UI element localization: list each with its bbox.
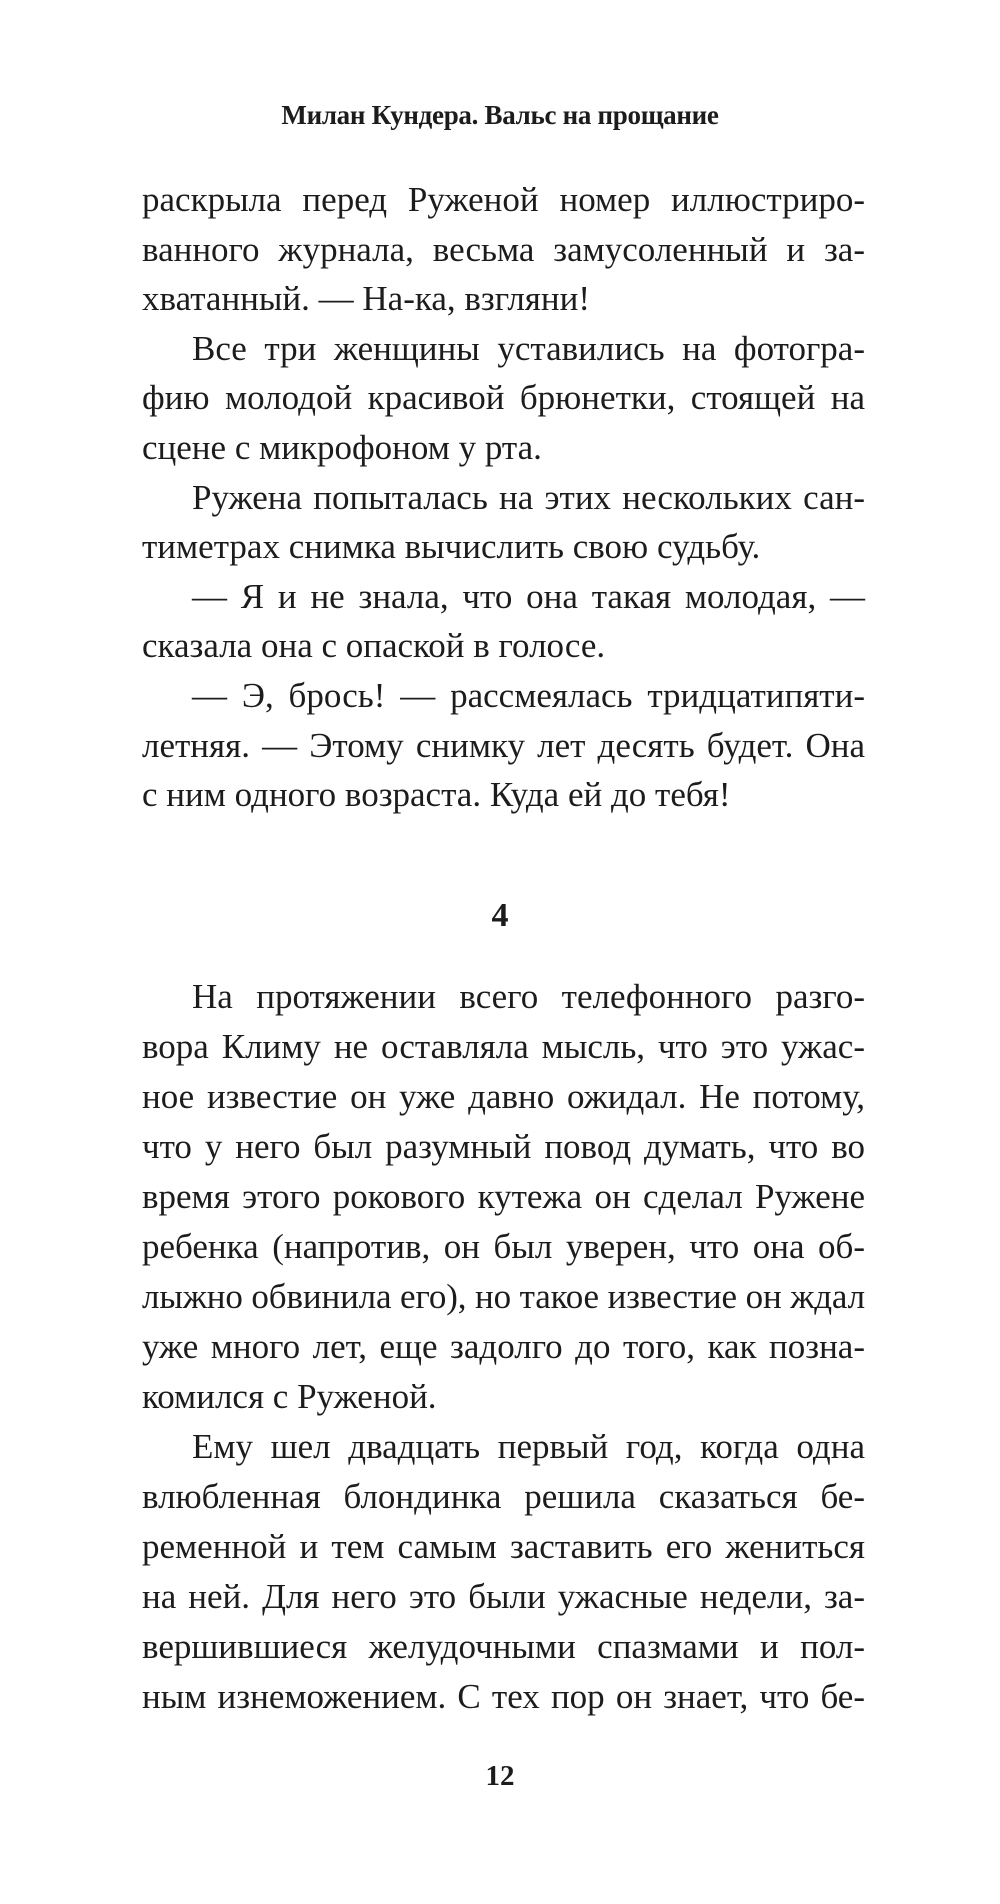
text-line-content: фию молодой красивой брюнетки, стоящей на — [142, 378, 865, 418]
text-line — [142, 1027, 865, 1067]
text-line-content: Ружена попыталась на этих нескольких сан- — [192, 477, 865, 517]
text-line — [142, 775, 865, 815]
text-line-content: раскрыла перед Руженой номер иллюстриро- — [142, 180, 865, 219]
text-line-content: сказала она с опаской в голосе. — [142, 626, 606, 666]
text-line-content: хватанный. — На-ка, взгляни! — [142, 279, 590, 319]
text-line-content: — Я и не знала, что она такая молодая, — — [192, 576, 865, 616]
text-line-content: летняя. — Этому снимку лет десять будет. Она — [142, 725, 866, 765]
text-line-content: вора Климу не оставляла мысль, что это ужас- — [142, 1027, 865, 1066]
text-line — [142, 1127, 865, 1167]
text-line — [142, 1477, 865, 1517]
text-line — [142, 1577, 865, 1617]
text-line-content: ванного журнала, весьма замусоленный и за- — [142, 229, 865, 269]
text-line-content: На протяжении всего телефонного разго- — [192, 977, 866, 1016]
text-line-content: вершившиеся желудочными спазмами и пол- — [142, 1627, 865, 1666]
text-line — [192, 1427, 865, 1467]
text-line-content: Ему шел двадцать первый год, когда одна — [192, 1427, 865, 1466]
text-line-content: Все три женщины уставились на фотогра- — [192, 328, 865, 368]
text-line-content: уже много лет, еще задолго до того, как позна- — [142, 1327, 865, 1366]
text-line-content: лыжно обвинила его), но такое известие он ждал — [142, 1277, 865, 1316]
text-line — [142, 428, 865, 468]
text-line — [142, 1677, 865, 1717]
text-line-content: время этого рокового кутежа он сделал Ружене — [142, 1177, 865, 1216]
text-line-content: на ней. Для него это были ужасные недели, за- — [142, 1577, 865, 1616]
text-line — [192, 577, 865, 617]
text-line — [192, 329, 865, 369]
text-line — [142, 1177, 865, 1217]
text-line-content: — Э, брось! — рассмеялась тридцатипяти- — [192, 676, 865, 715]
text-line — [142, 1377, 865, 1417]
text-line — [142, 279, 865, 319]
running-header: Милан Кундера. Вальс на прощание — [281, 100, 719, 130]
text-line-content: ребенка (напротив, он был уверен, что она об- — [142, 1227, 865, 1266]
text-line — [142, 230, 865, 270]
text-line — [192, 676, 865, 716]
text-line-content: влюбленная блондинка решила сказаться бе- — [142, 1477, 865, 1516]
text-line-content: сцене с микрофоном у рта. — [142, 428, 542, 467]
text-line-content: ременной и тем самым заставить его жениться — [142, 1527, 865, 1566]
text-line — [142, 1527, 865, 1567]
text-line — [142, 626, 865, 666]
text-line — [142, 1627, 865, 1667]
text-line — [192, 977, 865, 1017]
text-line-content: тиметрах снимка вычислить свою судьбу. — [142, 527, 761, 567]
text-line — [142, 726, 865, 766]
text-line-content: комился с Руженой. — [142, 1377, 437, 1416]
page-number: 12 — [485, 1760, 515, 1792]
text-line — [142, 180, 865, 220]
text-line — [142, 1277, 865, 1317]
text-line-content: ным изнеможением. С тех пор он знает, что бе- — [142, 1677, 865, 1716]
chapter-number: 4 — [491, 897, 509, 934]
text-line — [142, 1227, 865, 1267]
text-line-content: с ним одного возраста. Куда ей до тебя! — [142, 775, 731, 815]
text-line-content: что у него был разумный повод думать, что во — [142, 1127, 865, 1166]
text-line — [142, 1077, 865, 1117]
text-line — [192, 478, 865, 518]
text-line — [142, 527, 865, 567]
text-line — [142, 1327, 865, 1367]
text-line-content: ное известие он уже давно ожидал. Не потому, — [142, 1077, 865, 1116]
text-line — [142, 378, 865, 418]
